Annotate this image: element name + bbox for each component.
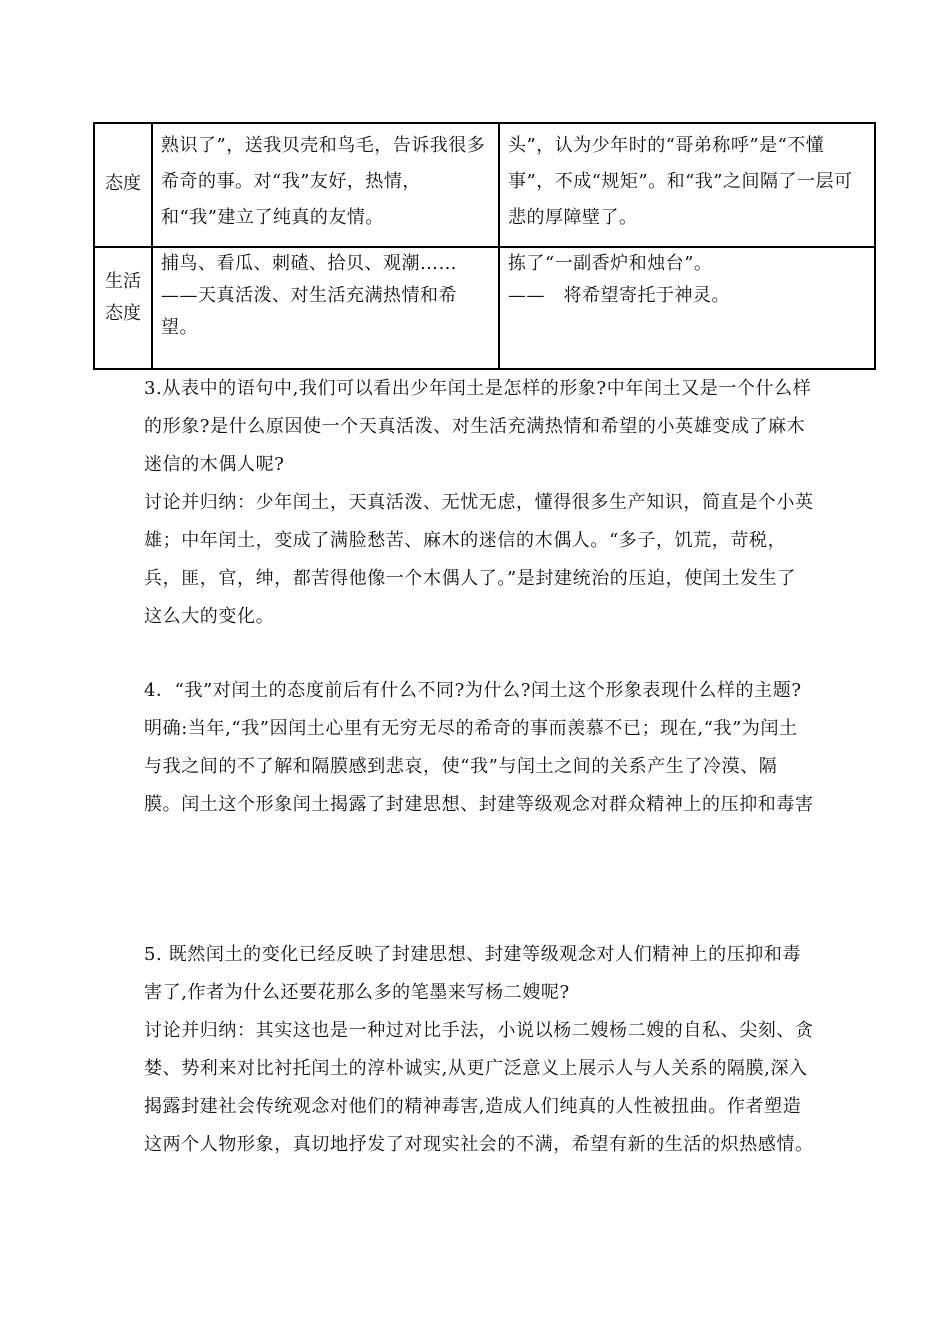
cell-middle-aged-runtu-attitude: 头”，认为少年时的“哥弟称呼”是“不懂事”，不成“规矩”。和“我”之间隔了一层可悲的厚障壁了。 [499, 123, 875, 247]
cell-young-runtu-life: 捕鸟、看瓜、刺碴、拾贝、观潮…… ——天真活泼、对生活充满热情和希望。 [152, 247, 499, 369]
answer-text: 明确:当年,“我”因闰土心里有无穷无尽的希奇的事而羡慕不已；现在,“我”为闰土与我之间的不了解和隔膜感到悲哀，使“我”与闰土之间的关系产生了冷漠、隔膜。闰土这个形象闰土揭露了封建思想、封建等级观念对群众精神上的压抑和毒害 [144, 718, 814, 815]
answer-text: 讨论并归纳：少年闰土，天真活泼、无忧无虑，懂得很多生产知识，简直是个小英雄；中年闰土，变成了满脸愁苦、麻木的迷信的木偶人。“多子，饥荒，苛税，兵，匪，官，绅，都苦得他像一个木偶人了。”是封建统治的压迫，使闰土发生了这么大的变化。 [144, 492, 814, 627]
section-question-5 [144, 936, 814, 1164]
section-question-3 [144, 370, 814, 636]
row-header-attitude: 态度 [94, 123, 152, 247]
question-text: 5. 既然闰土的变化已经反映了封建思想、封建等级观念对人们精神上的压抑和毒害了,作者为什么还要花那么多的笔墨来写杨二嫂呢? [144, 944, 802, 1003]
section-question-4 [144, 672, 814, 824]
table-row [94, 123, 875, 247]
answer-text: 讨论并归纳：其实这也是一种过对比手法，小说以杨二嫂杨二嫂的自私、尖刻、贪婪、势利来对比衬托闰土的淳朴诚实,从更广泛意义上展示人与人关系的隔膜,深入揭露封建社会传统观念对他们的精神毒害,造成人们纯真的人性被扭曲。作者塑造这两个人物形象，真切地抒发了对现实社会的不满，希望有新的生活的炽热感情。 [144, 1020, 814, 1155]
table-row [94, 247, 875, 369]
question-text: 3.从表中的语句中,我们可以看出少年闰土是怎样的形象?中年闰土又是一个什么样的形象?是什么原因使一个天真活泼、对生活充满热情和希望的小英雄变成了麻木迷信的木偶人呢? [144, 378, 812, 475]
comparison-table [93, 122, 876, 370]
question-text: 4．“我”对闰土的态度前后有什么不同?为什么?闰土这个形象表现什么样的主题? [144, 680, 802, 701]
row-header-life-attitude: 生活 态度 [94, 247, 152, 369]
cell-young-runtu-attitude: 熟识了”，送我贝壳和鸟毛，告诉我很多希奇的事。对“我”友好，热情，和“我”建立了纯真的友情。 [152, 123, 499, 247]
cell-middle-aged-runtu-life: 拣了“一副香炉和烛台”。 —— 将希望寄托于神灵。 [499, 247, 875, 369]
